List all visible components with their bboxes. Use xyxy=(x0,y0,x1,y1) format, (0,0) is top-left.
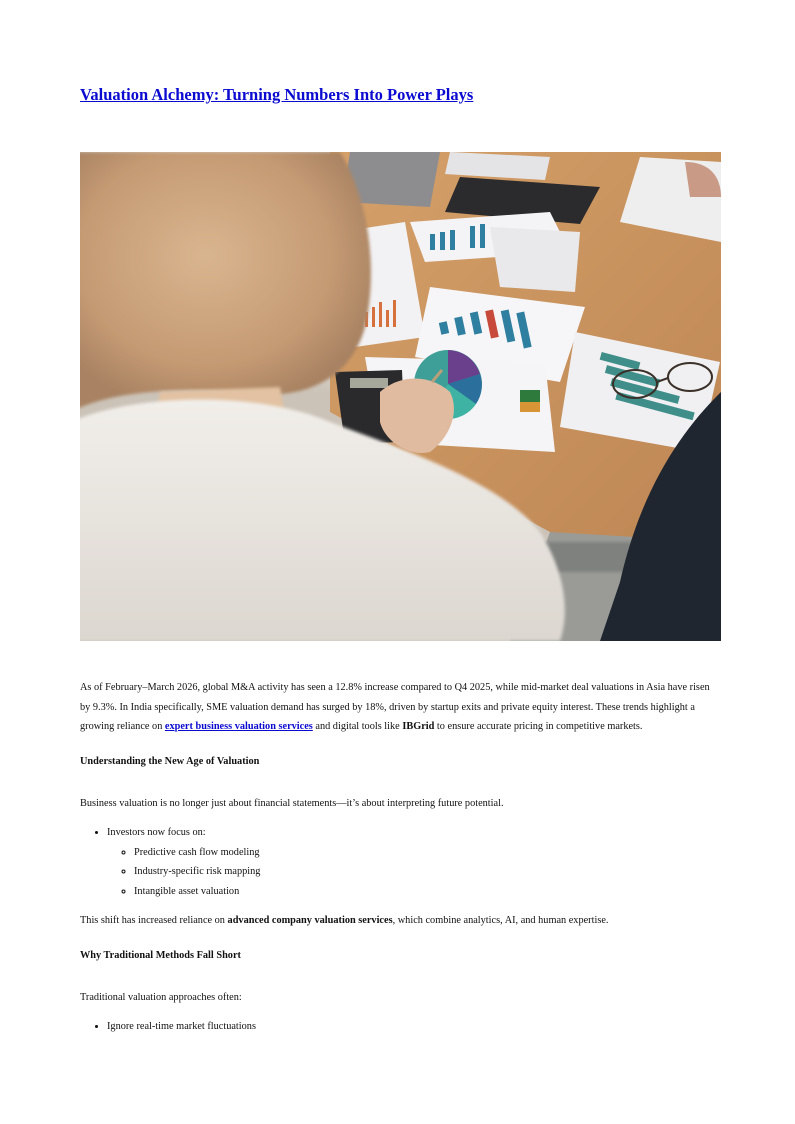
section2-paragraph: Traditional valuation approaches often: xyxy=(80,992,242,1003)
intro-text-1: As of February–March 2026, global M&A activity has seen a 12.8% increase compared to Q4 2025, while mid-market deal valuations in Asia have risen by 9.3%. In India specifically, SME valuation demand has surged by 18%, driven by startup exits and private equity interest. These trends highlight a growing reliance on xyxy=(80,682,710,732)
closing-text-1: This shift has increased reliance on xyxy=(80,915,228,926)
section1-paragraph: Business valuation is no longer just about financial statements—it’s about interpreting future potential. xyxy=(80,798,504,809)
sub-list-item: ◦ Intangible asset valuation xyxy=(134,882,680,902)
intro-paragraph xyxy=(80,678,721,737)
sub-list-item: ◦ Predictive cash flow modeling xyxy=(134,843,680,863)
list-item: • Ignore real-time market fluctuations xyxy=(107,1017,680,1037)
advanced-services-text: advanced company valuation services xyxy=(227,915,393,926)
traditional-methods-list xyxy=(80,1017,680,1037)
intro-text-2: and digital tools like xyxy=(312,721,403,732)
investor-focus-list xyxy=(80,823,680,901)
list-item xyxy=(107,823,680,901)
section1-closing-paragraph xyxy=(80,911,721,931)
section-heading-why: Why Traditional Methods Fall Short xyxy=(80,950,241,961)
closing-text-2: , which combine analytics, AI, and human expertise. xyxy=(392,915,609,926)
valuation-services-link[interactable]: expert business valuation services xyxy=(164,721,313,732)
sub-list-item: ◦ Industry-specific risk mapping xyxy=(134,862,680,882)
ibgrid-text: IBGrid xyxy=(402,721,435,732)
section-heading-understanding: Understanding the New Age of Valuation xyxy=(80,756,260,767)
article-title-link[interactable]: Valuation Alchemy: Turning Numbers Into Power Plays xyxy=(80,85,474,104)
intro-text-3: to ensure accurate pricing in competitive markets. xyxy=(434,721,643,732)
list-item-label: Investors now focus on: xyxy=(107,827,206,838)
hero-photo xyxy=(80,152,721,641)
